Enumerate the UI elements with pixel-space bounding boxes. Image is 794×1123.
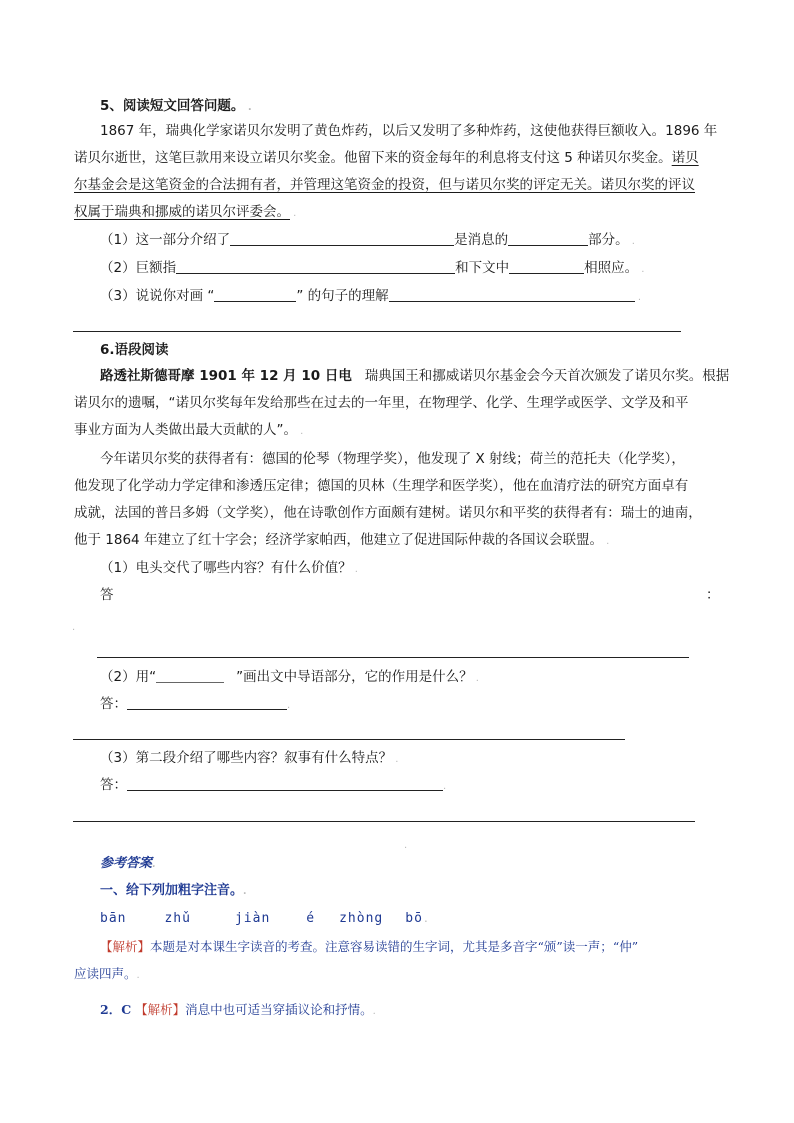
para-mark: . [351,564,358,575]
q5-sub2-text-b: 和下文中 [455,260,510,276]
q5-answer-line[interactable] [73,331,681,332]
q6-sub2-question [100,667,479,689]
q5-sub2-blank-2[interactable] [509,259,584,274]
pinyin-2: zhǔ [164,911,191,926]
q6-sub2-question-text-a: （2）用“ [100,669,157,685]
answers-jiexi-line-2 [74,964,140,986]
q6-sub1-answer-line[interactable] [97,657,689,658]
para-mark: . [638,264,645,275]
para-mark: . [634,292,642,303]
q5-sub3 [100,286,641,308]
para-mark: . [602,536,610,547]
para-mark: . [152,859,156,870]
para-mark: . [628,236,635,247]
answers-title [100,854,156,875]
q6-sub1-answer-label: 答 [100,587,114,603]
q5-sub2 [100,258,644,280]
jiexi-tag: 【解析】 [100,939,151,954]
q6-sub3-question [100,748,398,770]
pinyin-5: zhòng [339,911,384,926]
q5-title [100,96,252,118]
jiexi-text-b: “颁”读一声； [537,939,613,954]
q6-sub3-question-text: （3）第二段介绍了哪些内容？叙事有什么特点？ [100,750,393,766]
para-mark: . [422,914,430,925]
para-mark: . [244,102,252,113]
q6-sub2-answer-blank[interactable] [127,695,287,710]
q5-sub3-answer-blank[interactable] [389,287,635,302]
q6-p1-line-2 [74,420,303,442]
q6-sub2-question-text-b: ”画出文中导语部分，它的作用是什么？ [236,669,473,685]
q5-para-line-2-text: 诺贝尔逝世，这笔巨款用来设立诺贝尔奖金。他留下来的资金每年的利息将支付这 5 种诺贝尔奖金。 [74,150,672,166]
q6-sub3-answer-line[interactable] [73,821,695,822]
pinyin-3: jiàn [234,911,271,926]
q6-sub2-answer-line[interactable] [73,739,625,740]
pinyin-1: bān [100,911,127,926]
answers-title-text: 参考答案 [100,856,153,871]
q6-sub1-answer-colon: ： [706,587,720,603]
q6-lead [100,366,729,386]
q6-sub3-answer-blank[interactable] [127,776,443,791]
q6-sub2-answer [100,694,290,716]
q5-para-line-1: 1867 年，瑞典化学家诺贝尔发明了黄色炸药，以后又发明了多种炸药，这使他获得巨额收入。1896 年 [100,123,718,139]
q5-sub1-text-c: 部分。 [588,232,629,248]
pinyin-4: é [306,911,316,926]
q5-sub1-blank-2[interactable] [508,231,588,246]
q5-title-text: 5、阅读短文回答问题。 [100,98,245,114]
para-mark: . [404,840,408,851]
q5-sub1-text-a: （1）这一部分介绍了 [100,232,231,248]
q6-title: 6.语段阅读 [100,342,169,358]
q6-p2-line-3: 成就，法国的普吕多姆（文学奖），他在诗歌创作方面颇有建树。诺贝尔和平奖的获得者有：瑞士的迪南， [74,505,702,521]
para-mark: . [297,426,304,437]
jiexi-text-c: “仲” [612,939,639,954]
para-mark: . [372,1006,376,1017]
jiexi-text-2: 应读四声。 [74,966,137,981]
q5-sub2-text-c: 相照应。 [584,260,639,276]
q5-sub3-mark-blank[interactable] [214,287,296,302]
q6-sub3-answer [100,775,446,797]
para-mark: . [243,886,247,897]
pinyin-row [100,909,430,930]
q5-underlined-start: 诺贝 [671,150,699,166]
answers-h1 [100,881,247,902]
q5-sub3-text-b: ” 的句子的理解 [296,288,389,304]
item2-text: 消息中也可适当穿插议论和抒情。 [185,1002,373,1017]
item2-number: 2．C [100,1002,132,1017]
q6-sub2-answer-label: 答： [100,696,127,712]
q5-para-line-3: 尔基金会是这笔资金的合法拥有者，并管理这笔资金的投资，但与诺贝尔奖的评定无关。诺贝尔奖的评议 [74,177,695,193]
pinyin-6: bō [405,911,423,926]
q6-p2-line-4 [74,530,609,552]
q6-sub1-question-text: （1）电头交代了哪些内容？有什么价值？ [100,560,352,576]
para-mark: . [287,700,291,711]
para-mark: . [290,208,297,219]
q6-sub1-question [100,558,358,580]
q6-p1-line-1: 诺贝尔的遗嘱，“诺贝尔奖每年发给那些在过去的一年里，在物理学、化学、生理学或医学、文学及和平 [74,395,689,411]
answers-jiexi-line-1 [100,937,638,957]
q5-para-line-4 [74,202,296,224]
para-mark: . [136,970,140,981]
q5-para-line-2 [74,148,699,168]
q5-sub1-text-b: 是消息的 [454,232,509,248]
item2-tag: 【解析】 [135,1002,186,1017]
para-mark: . [472,673,479,684]
q5-sub1-blank-1[interactable] [230,231,454,246]
q5-sub1 [100,230,635,252]
q6-lead-text: 瑞典国王和挪威诺贝尔基金会今天首次颁发了诺贝尔奖。根据 [364,368,730,384]
q6-sub2-mark-blank [156,668,224,683]
para-mark: . [72,622,76,633]
q6-dateline: 路透社斯德哥摩 1901 年 12 月 10 日电 [100,368,352,384]
q5-sub2-text-a: （2）巨额指 [100,260,177,276]
q5-para-line-4-text: 权属于瑞典和挪威的诺贝尔评委会。 [74,204,290,220]
para-mark: . [392,754,399,765]
q5-sub3-text-a: （3）说说你对画 “ [100,288,215,304]
q6-p2-line-2: 他发现了化学动力学定律和渗透压定律；德国的贝林（生理学和医学奖），他在血清疗法的研究方面卓有 [74,478,689,494]
q6-p2-line-4-text: 他于 1864 年建立了红十字会；经济学家帕西，他建立了促进国际仲裁的各国议会联盟。 [74,532,603,548]
answers-item2 [100,1000,376,1022]
jiexi-text-a: 本题是对本课生字读音的考查。注意容易读错的生字词，尤其是多音字 [150,939,538,954]
q6-sub3-answer-label: 答： [100,777,127,793]
para-mark: . [443,781,447,792]
q6-p1-line-2-text: 事业方面为人类做出最大贡献的人”。 [74,422,297,438]
q6-p2-line-1: 今年诺贝尔奖的获得者有：德国的伦琴（物理学奖），他发现了 X 射线；荷兰的范托夫（化学奖）， [100,451,685,467]
q5-sub2-blank-1[interactable] [176,259,455,274]
answers-h1-text: 一、给下列加粗字注音。 [100,883,244,898]
